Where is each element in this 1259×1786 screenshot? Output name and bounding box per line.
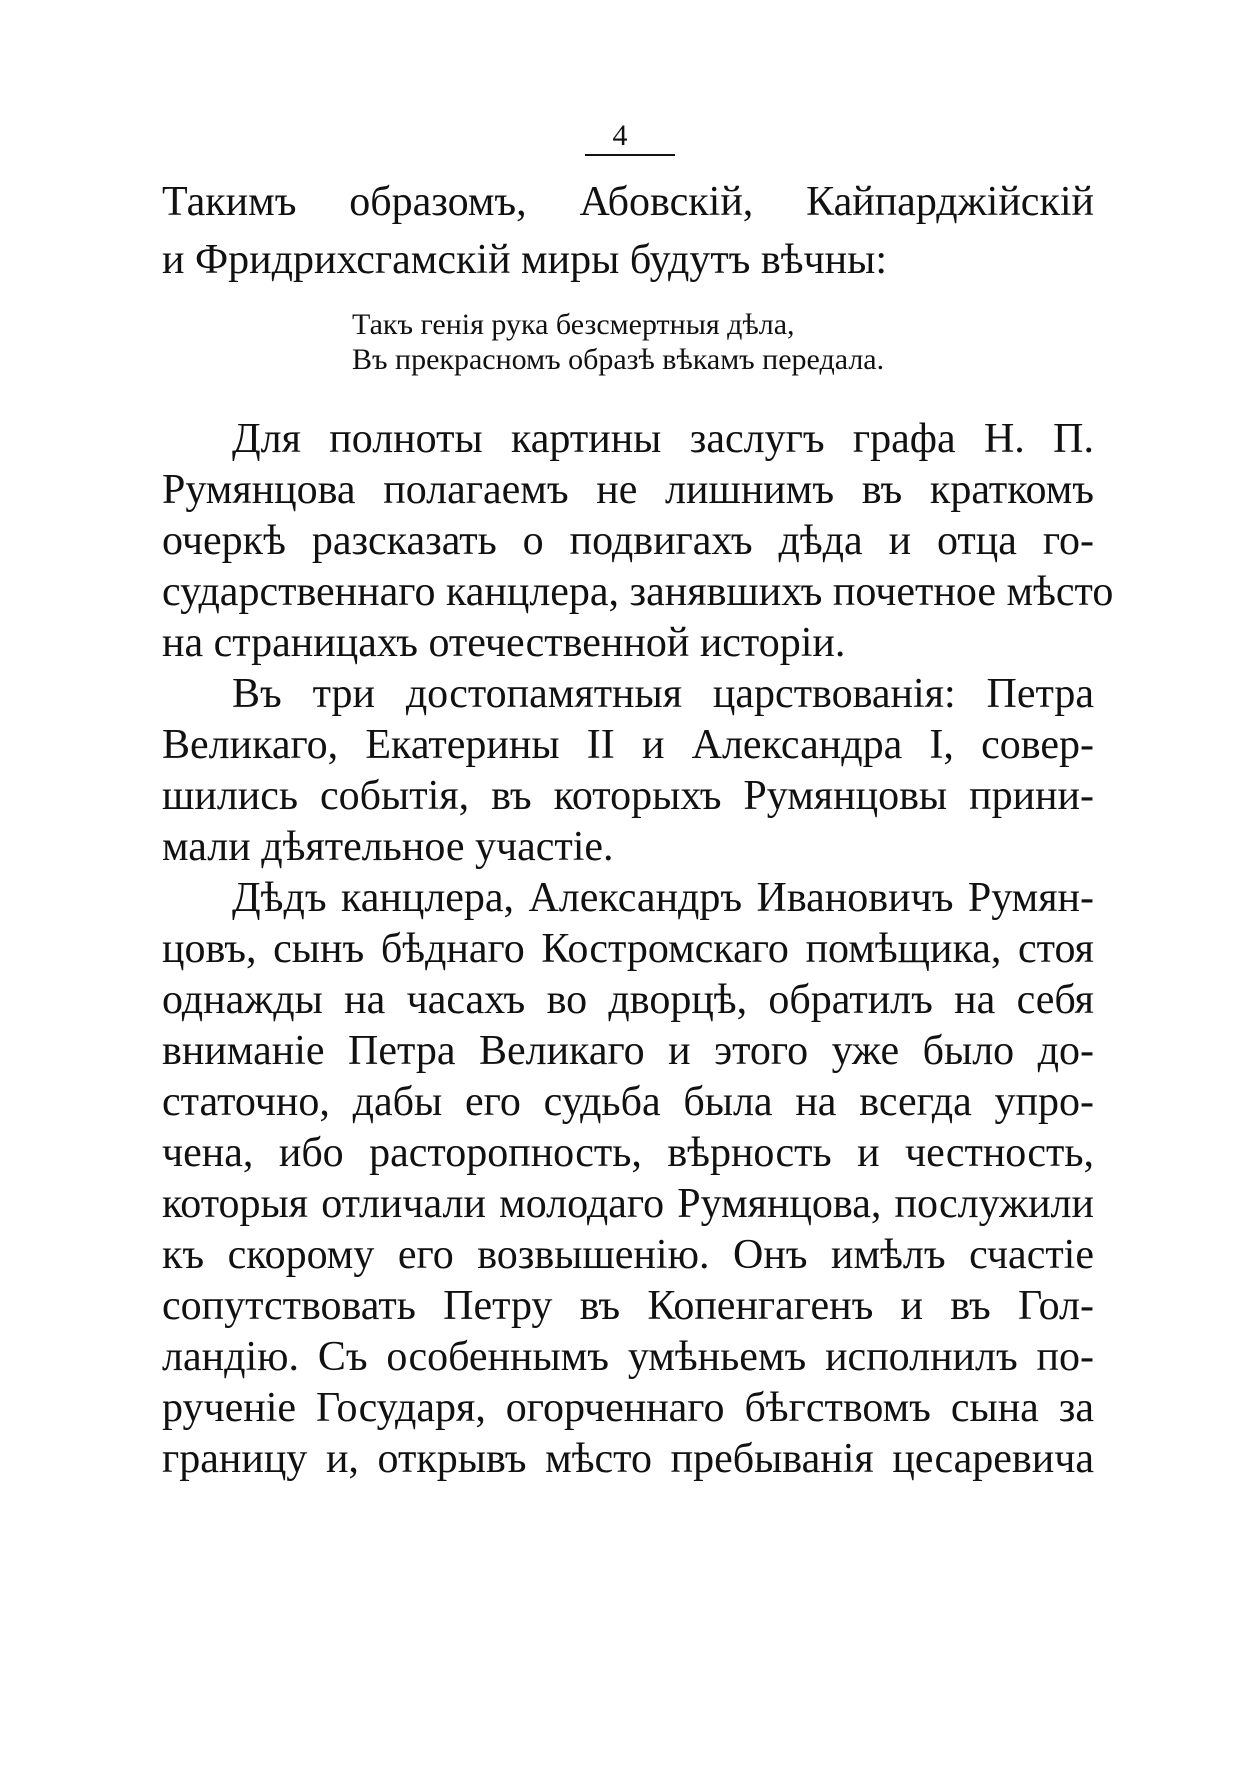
paragraph-line: мали дѣятельное участіе. [162, 824, 614, 870]
intro-line: Такимъ образомъ, Абовскій, Кайпарджійскій [162, 179, 1094, 225]
paragraph-line: однажды на часахъ во дворцѣ, обратилъ на себя [162, 977, 1094, 1023]
paragraph-line: Въ три достопамятныя царствованія: Петра [232, 671, 1094, 717]
paragraph-line: границу и, открывъ мѣсто пребыванія цесаревича [162, 1436, 1094, 1482]
paragraph-line: сопутствовать Петру въ Копенгагенъ и въ Гол- [162, 1283, 1094, 1329]
page-number: 4 [612, 119, 628, 152]
paragraph-line: шились событія, въ которыхъ Румянцовы прини- [162, 773, 1094, 819]
paragraph-line: Великаго, Екатерины II и Александра I, совер- [162, 722, 1094, 768]
paragraph-line: Для полноты картины заслугъ графа Н. П. [232, 416, 1094, 462]
verse-line: Такъ генія рука безсмертныя дѣла, [352, 308, 795, 341]
paragraph-line: которыя отличали молодаго Румянцова, послужили [162, 1181, 1094, 1227]
paragraph-line: чена, ибо расторопность, вѣрность и честность, [162, 1130, 1094, 1176]
paragraph-line: вниманіе Петра Великаго и этого уже было до- [162, 1028, 1094, 1074]
paragraph-line: статочно, дабы его судьба была на всегда упро- [162, 1079, 1094, 1125]
paragraph-line: сударственнаго канцлера, занявшихъ почетное мѣсто [162, 569, 1114, 615]
paragraph-line: Румянцова полагаемъ не лишнимъ въ краткомъ [162, 467, 1094, 513]
paragraph-line: цовъ, сынъ бѣднаго Костромскаго помѣщика, стоя [162, 926, 1094, 972]
paragraph-line: на страницахъ отечественной исторіи. [162, 620, 846, 666]
paragraph-line: рученіе Государя, огорченнаго бѣгствомъ сына за [162, 1385, 1094, 1431]
paragraph-line: очеркѣ разсказать о подвигахъ дѣда и отца го- [162, 518, 1094, 564]
verse-line: Въ прекрасномъ образѣ вѣкамъ передала. [352, 343, 885, 376]
paragraph-line: къ скорому его возвышенію. Онъ имѣлъ счастіе [162, 1232, 1094, 1278]
page-number-rule [585, 154, 675, 156]
paragraph-line: ландію. Съ особеннымъ умѣньемъ исполнилъ по- [162, 1334, 1094, 1380]
intro-line: и Фридрихсгамскій миры будутъ вѣчны: [162, 237, 888, 283]
paragraph-line: Дѣдъ канцлера, Александръ Ивановичъ Румян- [232, 875, 1094, 921]
